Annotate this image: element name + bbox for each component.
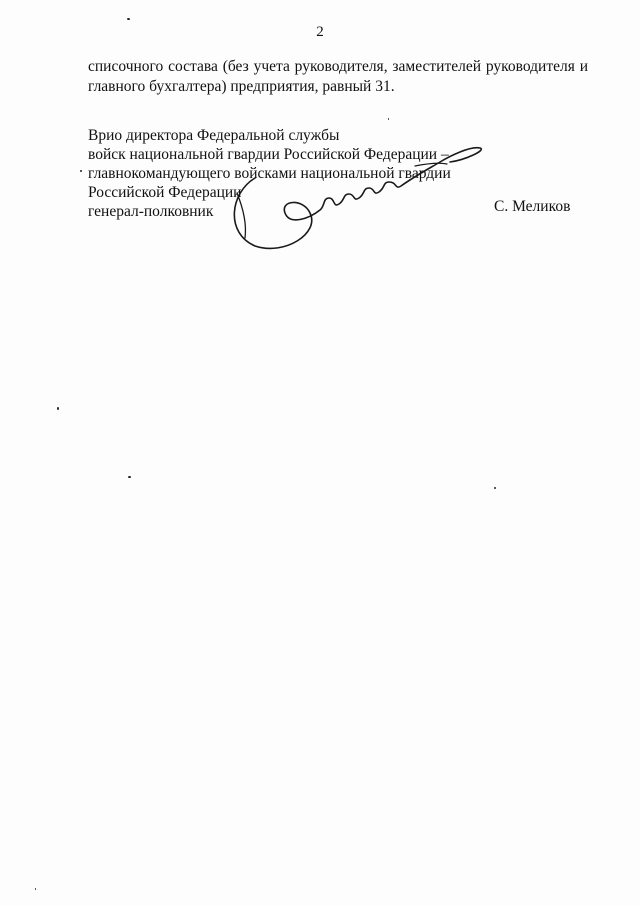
signatory-title [88,126,451,221]
scan-speck [494,487,496,489]
scan-speck [80,170,82,172]
signatory-rank: генерал-полковник [88,203,214,220]
body-paragraph [88,57,588,97]
signatory-title-line: Врио директора Федеральной службы [88,127,340,144]
scan-speck [127,18,130,20]
scan-speck [128,476,131,478]
scan-speck [57,407,59,410]
signatory-title-line: войск национальной гвардии Российской Федерации – [88,146,449,163]
paragraph-line: главного бухгалтера) предприятия, равный 31. [88,78,395,95]
signatory-title-line: Российской Федерации [88,184,242,201]
signer-name: С. Меликов [494,198,571,215]
scan-speck [388,118,389,120]
paragraph-line: списочного состава (без учета руководителя, заместителей руководителя и [88,58,588,75]
signatory-title-line: главнокомандующего войсками национальной гвардии [88,165,451,182]
scan-speck [35,888,36,890]
page-number: 2 [316,24,324,40]
